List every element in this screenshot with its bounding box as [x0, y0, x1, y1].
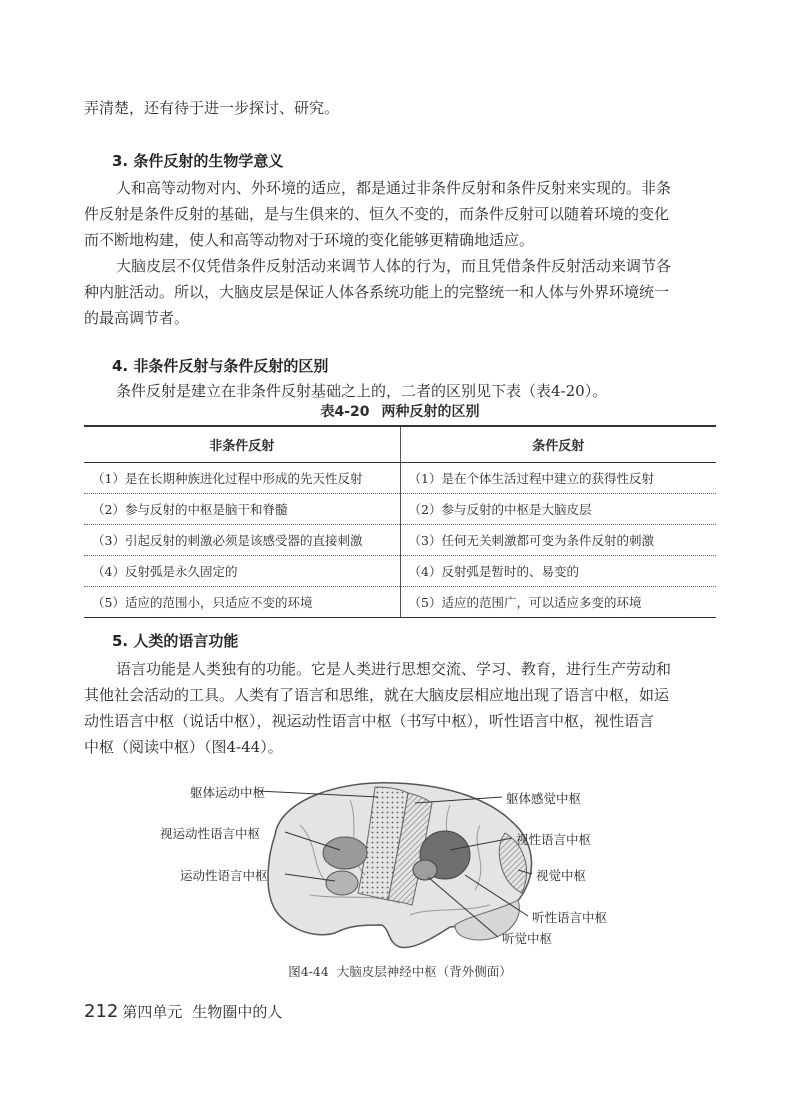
section-3-p1-line: 人和高等动物对内、外环境的适应，都是通过非条件反射和条件反射来实现的。非条 [116, 179, 672, 197]
section-3-p1-line: 件反射是条件反射的基础，是与生俱来的、恒久不变的，而条件反射可以随着环境的变化 [84, 205, 670, 223]
label-auditory: 听觉中枢 [502, 931, 553, 946]
label-motor-speech: 运动性语言中枢 [180, 868, 268, 883]
label-visual-speech: 视性语言中枢 [516, 832, 592, 847]
table-cell: （4）反射弧是永久固定的 [84, 556, 400, 587]
table-cell: （5）适应的范围小，只适应不变的环境 [84, 587, 400, 618]
table-number: 表4-20 [320, 404, 370, 420]
table-row [84, 587, 716, 618]
label-auditory-speech: 听性语言中枢 [532, 910, 608, 925]
section-5-heading: 5. 人类的语言功能 [112, 632, 239, 650]
unit-label: 第四单元 [122, 1003, 183, 1021]
label-body-motor: 躯体运动中枢 [190, 785, 266, 800]
table-row [84, 463, 716, 494]
brain-figure [150, 775, 650, 955]
section-5-p1-line: 语言功能是人类独有的功能。它是人类进行思想交流、学习、教育，进行生产劳动和 [116, 660, 672, 678]
section-3-p2-line: 的最高调节者。 [84, 309, 190, 327]
section-5-p1-line: 中枢（阅读中枢）（图4-44）。 [84, 738, 283, 756]
table-cell: （4）反射弧是暂时的、易变的 [400, 556, 716, 587]
table-caption [0, 402, 800, 422]
page-footer [84, 1002, 292, 1022]
section-3-heading: 3. 条件反射的生物学意义 [112, 152, 284, 170]
table-row [84, 556, 716, 587]
visual-motor-speech-area [323, 837, 367, 869]
figure-number: 图4-44 [288, 964, 329, 979]
table-title: 两种反射的区别 [381, 404, 480, 420]
table-cell: （2）参与反射的中枢是脑干和脊髓 [84, 494, 400, 525]
header-conditioned: 条件反射 [400, 426, 716, 463]
table-cell: （5）适应的范围广，可以适应多变的环境 [400, 587, 716, 618]
figure-caption-text: 大脑皮层神经中枢（背外侧面） [336, 964, 512, 979]
table-cell: （2）参与反射的中枢是大脑皮层 [400, 494, 716, 525]
section-5-p1-line: 其他社会活动的工具。人类有了语言和思维，就在大脑皮层相应地出现了语言中枢，如运 [84, 686, 670, 704]
label-visual-motor-speech: 视运动性语言中枢 [160, 826, 261, 841]
comparison-table [84, 425, 716, 618]
table-cell: （3）引起反射的刺激必须是该感受器的直接刺激 [84, 525, 400, 556]
unit-title: 生物圈中的人 [192, 1003, 283, 1021]
header-unconditioned: 非条件反射 [84, 426, 400, 463]
label-body-sensory: 躯体感觉中枢 [506, 791, 582, 806]
table-cell: （1）是在长期种族进化过程中形成的先天性反射 [84, 463, 400, 494]
figure-caption [0, 962, 800, 980]
section-4-p1: 条件反射是建立在非条件反射基础之上的，二者的区别见下表（表4-20）。 [116, 382, 608, 400]
section-3-p2-line: 大脑皮层不仅凭借条件反射活动来调节人体的行为，而且凭借条件反射活动来调节各 [116, 257, 672, 275]
section-5-p1-line: 动性语言中枢（说话中枢），视运动性语言中枢（书写中枢），听性语言中枢，视性语言 [84, 712, 655, 730]
motor-speech-area [326, 871, 358, 895]
section-3-p2-line: 种内脏活动。所以，大脑皮层是保证人体各系统功能上的完整统一和人体与外界环境统一 [84, 283, 670, 301]
section-3-p1-line: 而不断地构建，使人和高等动物对于环境的变化能够更精确地适应。 [84, 231, 535, 249]
section-4-heading: 4. 非条件反射与条件反射的区别 [112, 357, 329, 375]
page-number: 212 [84, 1001, 119, 1022]
intro-text: 弄清楚，还有待于进一步探讨、研究。 [84, 99, 340, 117]
table-cell: （1）是在个体生活过程中建立的获得性反射 [400, 463, 716, 494]
table-header-row [84, 426, 716, 463]
label-visual: 视觉中枢 [536, 868, 587, 883]
table-row [84, 525, 716, 556]
table-row [84, 494, 716, 525]
table-cell: （3）任何无关刺激都可变为条件反射的刺激 [400, 525, 716, 556]
auditory-area [413, 860, 437, 880]
